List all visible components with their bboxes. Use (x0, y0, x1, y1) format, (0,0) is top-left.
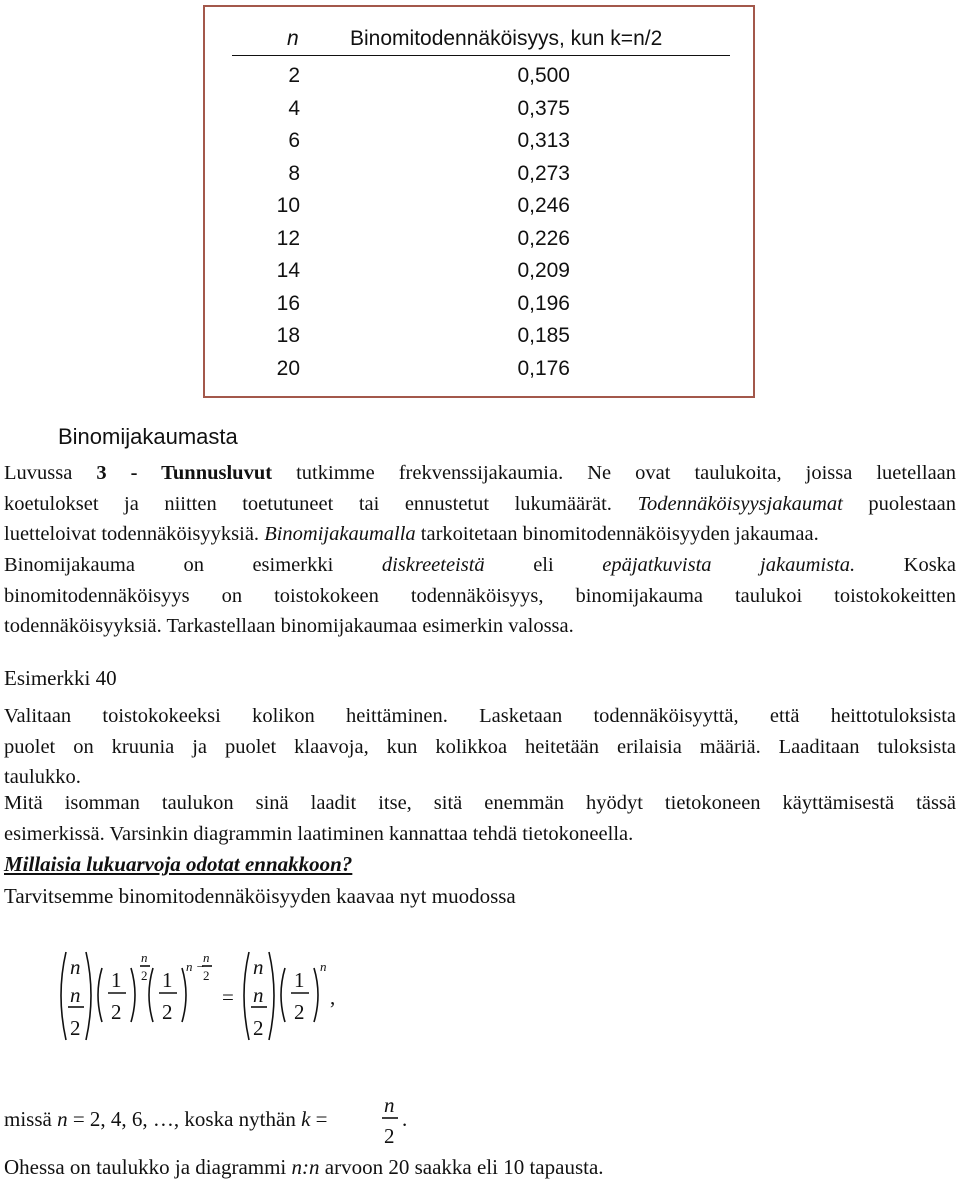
formula-two-c: 2 (294, 1000, 305, 1024)
formula-exp-n-b: n (203, 950, 210, 965)
formula-two: 2 (70, 1016, 81, 1040)
table-cell-n: 20 (276, 356, 300, 380)
table-row (205, 324, 753, 356)
table-cell-probability: 0,375 (517, 96, 570, 120)
formula-two-b: 2 (162, 1000, 173, 1024)
missa-eq: = (310, 1107, 328, 1131)
formula-n-mid-2: n (253, 983, 264, 1007)
binomial-probability-table (203, 5, 755, 398)
table-cell-probability: 0,273 (517, 161, 570, 185)
para4-line2: esimerkissä. Varsinkin diagrammin laatiminen kannattaa tehdä tietokoneella. (4, 822, 634, 845)
formula-exp-n-c: n (320, 959, 327, 974)
table-cell-probability: 0,196 (517, 291, 570, 315)
missa-frac-den: 2 (384, 1124, 395, 1148)
para3-line2: puolet on kruunia ja puolet klaavoja, kun kolikkoa heitetään erilaisia määriä. Laaditaan tuloksista (4, 735, 956, 758)
para3-line3: taulukko. (4, 766, 81, 788)
formula-n-top-2: n (253, 955, 264, 979)
formula-one-b: 1 (162, 968, 173, 992)
para2-line3: todennäköisyyksiä. Tarkastellaan binomijakaumaa esimerkin valossa. (4, 615, 574, 637)
para2-line2: binomitodennäköisyys on toistokokeen todennäköisyys, binomijakauma taulukoi toistokokeitten (4, 584, 956, 607)
para1-line3: luetteloivat todennäköisyyksiä. Binomijakaumalla tarkoitetaan binomitodennäköisyyden jakaumaa. (4, 523, 819, 545)
table-cell-probability: 0,246 (517, 194, 570, 217)
formula-two-a: 2 (111, 1000, 122, 1024)
table-cell-n: 12 (276, 226, 300, 250)
question-heading: Millaisia lukuarvoja odotat ennakkoon? (4, 852, 353, 876)
missa-frac-num: n (384, 1093, 395, 1117)
table-cell-probability: 0,185 (517, 324, 570, 347)
table-cell-probability: 0,313 (517, 129, 570, 152)
paragraph-example (4, 701, 956, 793)
formula-exp-two-a: 2 (141, 968, 148, 983)
para1-line1: Luvussa 3 - Tunnusluvut tutkimme frekvenssijakaumia. Ne ovat taulukoita, joissa luetellaan (4, 462, 957, 484)
table-row (205, 357, 753, 389)
table-cell-probability: 0,226 (517, 226, 570, 250)
para4-line1: Mitä isomman taulukon sinä laadit itse, sitä enemmän hyödyt tietokoneen käyttämisestä tässä (4, 792, 956, 814)
para3-line1: Valitaan toistokokeeksi kolikon heittäminen. Lasketaan todennäköisyyttä, että heittotuloksista (4, 705, 956, 727)
table-header-n: n (287, 27, 299, 50)
missa-dot: . (402, 1107, 408, 1131)
formula-one-a: 1 (111, 968, 122, 992)
example-title: Esimerkki 40 (4, 666, 117, 690)
where-clause (4, 1090, 464, 1150)
formula-comma: , (330, 985, 336, 1009)
table-cell-probability: 0,176 (517, 356, 570, 380)
formula-n-top: n (70, 955, 81, 979)
formula-exp-n-a: n (141, 950, 148, 965)
paragraph-binomial (4, 550, 956, 642)
missa-text-b: = 2, 4, 6, …, koska nythän (67, 1107, 302, 1131)
binomial-formula (56, 940, 356, 1060)
para1-line2: koetulokset ja niitten toetutuneet tai ennustetut lukumäärät. Todennäköisyysjakaumat puolestaan (4, 492, 957, 515)
table-cell-n: 2 (288, 64, 300, 87)
formula-exp-minus: n − (186, 959, 205, 974)
table-cell-n: 18 (276, 324, 300, 347)
table-row (205, 194, 753, 226)
formula-n-mid: n (70, 983, 81, 1007)
table-cell-n: 16 (276, 291, 300, 315)
table-row (205, 64, 753, 96)
table-row (205, 129, 753, 161)
paragraph-table-size (4, 788, 956, 849)
table-header-rule (232, 55, 730, 56)
missa-n: n (57, 1107, 68, 1131)
table-row (205, 227, 753, 259)
para2-line1: Binomijakauma on esimerkki diskreeteistä eli epäjatkuvista jakaumista. Koska (4, 554, 957, 576)
formula-exp-two-b: 2 (203, 968, 210, 983)
formula-two-2: 2 (253, 1016, 264, 1040)
table-cell-n: 14 (276, 259, 300, 282)
table-header-probability: Binomitodennäköisyys, kun k=n/2 (350, 27, 663, 50)
table-row (205, 292, 753, 324)
formula-intro: Tarvitsemme binomitodennäköisyyden kaavaa nyt muodossa (4, 884, 516, 908)
table-cell-probability: 0,500 (517, 64, 570, 87)
table-cell-n: 4 (288, 96, 300, 120)
missa-text-a: missä (4, 1107, 58, 1131)
table-row (205, 97, 753, 129)
formula-one-c: 1 (294, 968, 305, 992)
missa-k: k (301, 1107, 311, 1131)
svg-text:missä n = 2, 4, 6, …, koska ny (4, 1107, 328, 1131)
table-cell-n: 6 (288, 129, 300, 152)
table-cell-n: 10 (276, 194, 300, 217)
table-row (205, 259, 753, 291)
formula-equals: = (222, 985, 234, 1009)
table-row (205, 162, 753, 194)
closing-sentence: Ohessa on taulukko ja diagrammi n:n arvoon 20 saakka eli 10 tapausta. (4, 1155, 604, 1179)
table-cell-probability: 0,209 (517, 259, 570, 282)
table-cell-n: 8 (288, 161, 300, 185)
paragraph-intro (4, 458, 956, 550)
section-heading: Binomijakaumasta (58, 424, 238, 449)
